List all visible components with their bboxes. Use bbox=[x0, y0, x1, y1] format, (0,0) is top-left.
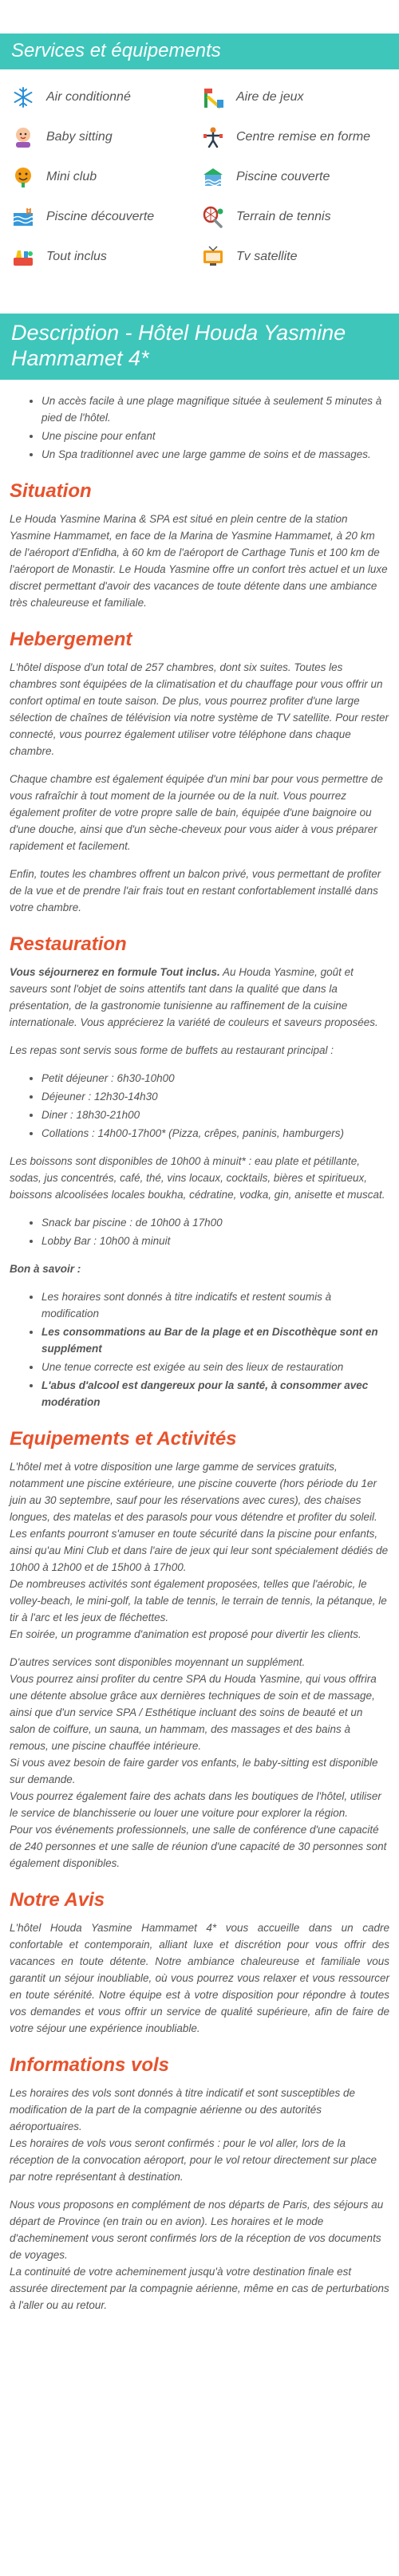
amenity-item bbox=[200, 122, 389, 152]
list-item: • Une tenue correcte est exigée au sein des lieux de restauration bbox=[41, 1359, 389, 1375]
amenity-item bbox=[10, 202, 200, 232]
amenity-label: Mini club bbox=[46, 169, 97, 183]
situation-text: Le Houda Yasmine Marina & SPA est situé en plein centre de la station Yasmine Hammamet, en face de la Marina de Yasmine Hammamet, à 20 km de l'aéroport d'Enfidha, à 60 km de l'aéroport de Carthage Tunis et 100 km de l'aéroport de Monastir. Le Houda Yasmine offre un confort très actuel et un luxe discret permettant d'avoir des vacances de toute détente dans une ambiance très chaleureuse et familiale. bbox=[10, 512, 388, 609]
bon-a-savoir: Bon à savoir : bbox=[10, 1262, 81, 1275]
amenity-label: Aire de jeux bbox=[236, 89, 304, 104]
amenity-label: Baby sitting bbox=[46, 129, 113, 144]
equipements-line: Vous pourrez ainsi profiter du centre SPA du Houda Yasmine, qui vous offrira une détente absolue grâce aux dernières techniques de soin et de massage, ainsi que d'un service SPA / Esthétique incluant des soins de beauté et un salon de coiffure, un sauna, un hammam, des massages et des bains à remous, une piscine chauffée intérieure. bbox=[10, 1672, 377, 1752]
hebergement-paragraph: Chaque chambre est également équipée d'un mini bar pour vous permettre de vous rafraîchir à tout moment de la journée ou de la nuit. Vous pourrez également profiter de votre propre salle de bain, équipée d'une baignoire ou d'une douche, ainsi que d'un sèche-cheveux pour vous aider à vous préparer rapidement et facilement. bbox=[10, 772, 383, 852]
all-inclusive-icon bbox=[10, 243, 37, 270]
vols-line: La continuité de votre acheminement jusqu'à votre destination finale est assurée directement par la compagnie aérienne, même en cas de perturbations à l'aller ou au retour. bbox=[10, 2265, 389, 2311]
list-item: • Les consommations au Bar de la plage et en Discothèque sont en supplément bbox=[41, 1324, 389, 1357]
bars-list bbox=[10, 1214, 389, 1249]
services-title: Services et équipements bbox=[11, 40, 221, 61]
list-item: • Diner : 18h30-21h00 bbox=[41, 1107, 389, 1123]
amenity-item bbox=[10, 82, 200, 112]
restauration-title: Restauration bbox=[10, 933, 127, 955]
list-item: • Collations : 14h00-17h00* (Pizza, crêpes, paninis, hamburgers) bbox=[41, 1125, 389, 1142]
hebergement-paragraph: Enfin, toutes les chambres offrent un balcon privé, vous permettant de profiter de la vue et de prendre l'air frais tout en restant confortablement installé dans votre chambre. bbox=[10, 867, 381, 913]
restauration-intro-rest: Au Houda Yasmine, goût et saveurs sont l'objet de soins attentifs tant dans la qualité que dans la présentation, de la gastronomie tunisienne au raffinement de la cuisine internationale. Vous apprécierez la variété de couleurs et saveurs proposées. bbox=[10, 965, 378, 1028]
equipements-line: De nombreuses activités sont également proposées, telles que l'aérobic, le volley-beach, le mini-golf, la table de tennis, le terrain de tennis, la pétanque, le tir à l'arc et les jeux de fléchettes. bbox=[10, 1577, 387, 1623]
snowflake-icon bbox=[10, 84, 37, 111]
playground-icon bbox=[200, 84, 227, 111]
notre-avis-title: Notre Avis bbox=[10, 1888, 105, 1911]
amenity-item bbox=[10, 162, 200, 192]
list-item: • Un accès facile à une plage magnifique située à seulement 5 minutes à pied de l'hôtel. bbox=[41, 393, 389, 426]
tv-icon bbox=[200, 243, 227, 270]
services-banner bbox=[0, 34, 399, 69]
vols-paragraphs-2 bbox=[10, 2196, 389, 2314]
amenity-label: Tv satellite bbox=[236, 249, 298, 263]
list-item: • Une piscine pour enfant bbox=[41, 428, 389, 444]
baby-icon bbox=[10, 124, 37, 151]
repas-list bbox=[10, 1070, 389, 1142]
amenity-label: Centre remise en forme bbox=[236, 129, 371, 144]
equipements-line: L'hôtel met à votre disposition une large gamme de services gratuits, notamment une piscine extérieure, une piscine couverte (hors période du 1er juin au 30 septembre, sauf pour les réservations avec cures), des chaises longues, des matelas et des parasols pour vous détendre et profiter du soleil. bbox=[10, 1460, 377, 1523]
equipements-line: Si vous avez besoin de faire garder vos enfants, le baby-sitting est disponible sur demande. bbox=[10, 1756, 378, 1785]
list-item: • Un Spa traditionnel avec une large gamme de soins et de massages. bbox=[41, 446, 389, 463]
amenity-label: Tout inclus bbox=[46, 249, 107, 263]
restauration-intro-bold: Vous séjournerez en formule Tout inclus. bbox=[10, 965, 220, 978]
informations-vols-title: Informations vols bbox=[10, 2053, 170, 2076]
amenity-item bbox=[200, 202, 389, 232]
equipements-line: Vous pourrez également faire des achats dans les boutiques de l'hôtel, utiliser le service de blanchisserie ou louer une voiture pour explorer la région. bbox=[10, 1789, 381, 1819]
vols-paragraphs bbox=[10, 2085, 389, 2185]
amenity-label: Terrain de tennis bbox=[236, 209, 331, 223]
description-bullets bbox=[10, 393, 389, 463]
notes-list bbox=[10, 1288, 389, 1410]
description-banner bbox=[0, 314, 399, 380]
restauration-intro bbox=[10, 964, 389, 1031]
list-item: • L'abus d'alcool est dangereux pour la santé, à consommer avec modération bbox=[41, 1377, 389, 1410]
list-item: • Petit déjeuner : 6h30-10h00 bbox=[41, 1070, 389, 1087]
vols-line: Nous vous proposons en complément de nos départs de Paris, des séjours au départ de Province (en train ou en avion). Les horaires et le mode d'acheminement vous seront confirmés lors de la réception de vos documents de voyages. bbox=[10, 2198, 384, 2261]
list-item: • Snack bar piscine : de 10h00 à 17h00 bbox=[41, 1214, 389, 1231]
equipements-line: Les enfants pourront s'amuser en toute sécurité dans la piscine pour enfants, ainsi qu'au Mini Club et dans l'aire de jeux qui leur sont spécialement dédiés de 10h00 à 12h00 et de 15h00 à 17h00. bbox=[10, 1527, 389, 1573]
amenities-grid bbox=[0, 69, 399, 272]
equipements-paragraphs-2 bbox=[10, 1654, 389, 1872]
amenity-item bbox=[10, 242, 200, 272]
vols-line: Les horaires de vols vous seront confirmés : pour le vol aller, lors de la réception de la convocation aéroport, pour le vol retour directement sur place par notre représentant à destination. bbox=[10, 2136, 377, 2183]
amenity-item bbox=[10, 122, 200, 152]
amenity-item bbox=[200, 82, 389, 112]
equipements-paragraphs bbox=[10, 1458, 389, 1643]
amenity-label: Air conditionné bbox=[46, 89, 131, 104]
notre-avis-section bbox=[10, 1889, 389, 2037]
fitness-icon bbox=[200, 124, 227, 151]
equipements-line: D'autres services sont disponibles moyennant un supplément. bbox=[10, 1655, 306, 1668]
equipements-line: En soirée, un programme d'animation est proposé pour divertir les clients. bbox=[10, 1627, 361, 1640]
repas-text: Les repas sont servis sous forme de buffets au restaurant principal : bbox=[10, 1043, 334, 1056]
amenity-item bbox=[200, 242, 389, 272]
hebergement-paragraph: L'hôtel dispose d'un total de 257 chambres, dont six suites. Toutes les chambres sont équipées de la climatisation et du chauffage pour vous offrir un confort optimal en toute saison. De plus, vous pourrez profiter d'une large sélection de chaînes de télévision via notre système de TV satellite. Pour rester connecté, vous pourrez également utiliser votre téléphone dans chaque chambre. bbox=[10, 661, 389, 757]
page bbox=[0, 34, 399, 2314]
vols-line: Les horaires des vols sont donnés à titre indicatif et sont susceptibles de modification de la part de la compagnie aérienne ou des autorités aéroportuaires. bbox=[10, 2086, 355, 2132]
amenity-label: Piscine découverte bbox=[46, 209, 155, 223]
amenity-label: Piscine couverte bbox=[236, 169, 330, 183]
list-item: • Déjeuner : 12h30-14h30 bbox=[41, 1088, 389, 1105]
situation-title: Situation bbox=[10, 479, 92, 502]
covered-pool-icon bbox=[200, 164, 227, 191]
equipements-line: Pour vos événements professionnels, une salle de conférence d'une capacité de 240 personnes et une salle de réunion d'une capacité de 30 personnes sont également disponibles. bbox=[10, 1823, 387, 1869]
description-title: Description - Hôtel Houda Yasmine Hammamet 4* bbox=[11, 320, 346, 371]
content bbox=[0, 393, 399, 2314]
hebergement-title: Hebergement bbox=[10, 628, 132, 650]
boissons-text: Les boissons sont disponibles de 10h00 à minuit* : eau plate et pétillante, sodas, jus concentrés, café, thé, vins locaux, cocktails, bières et spiritueux, boissons alcoolisées locales boukha, cédratine, vodka, gin, anisette et muscat. bbox=[10, 1154, 385, 1201]
list-item: • Les horaires sont donnés à titre indicatifs et restent soumis à modification bbox=[41, 1288, 389, 1322]
list-item: • Lobby Bar : 10h00 à minuit bbox=[41, 1233, 389, 1249]
amenity-item bbox=[200, 162, 389, 192]
notre-avis-text: L'hôtel Houda Yasmine Hammamet 4* vous accueille dans un cadre confortable et contemporain, alliant luxe et discrétion pour vous offrir des vacances en toute détente. Notre ambiance chaleureuse et familiale vous garantit un séjour inoubliable, où vous pourrez vous relaxer et vous ressourcer en toute sérénité. Notre équipe est à votre disposition pour répondre à toutes vos demandes et vous offrir un service de qualité supérieure, afin de faire de votre séjour une expérience inoubliable. bbox=[10, 1921, 389, 2034]
kids-club-icon bbox=[10, 164, 37, 191]
equipements-title: Equipements et Activités bbox=[10, 1427, 237, 1450]
outdoor-pool-icon bbox=[10, 203, 37, 231]
tennis-icon bbox=[200, 203, 227, 231]
